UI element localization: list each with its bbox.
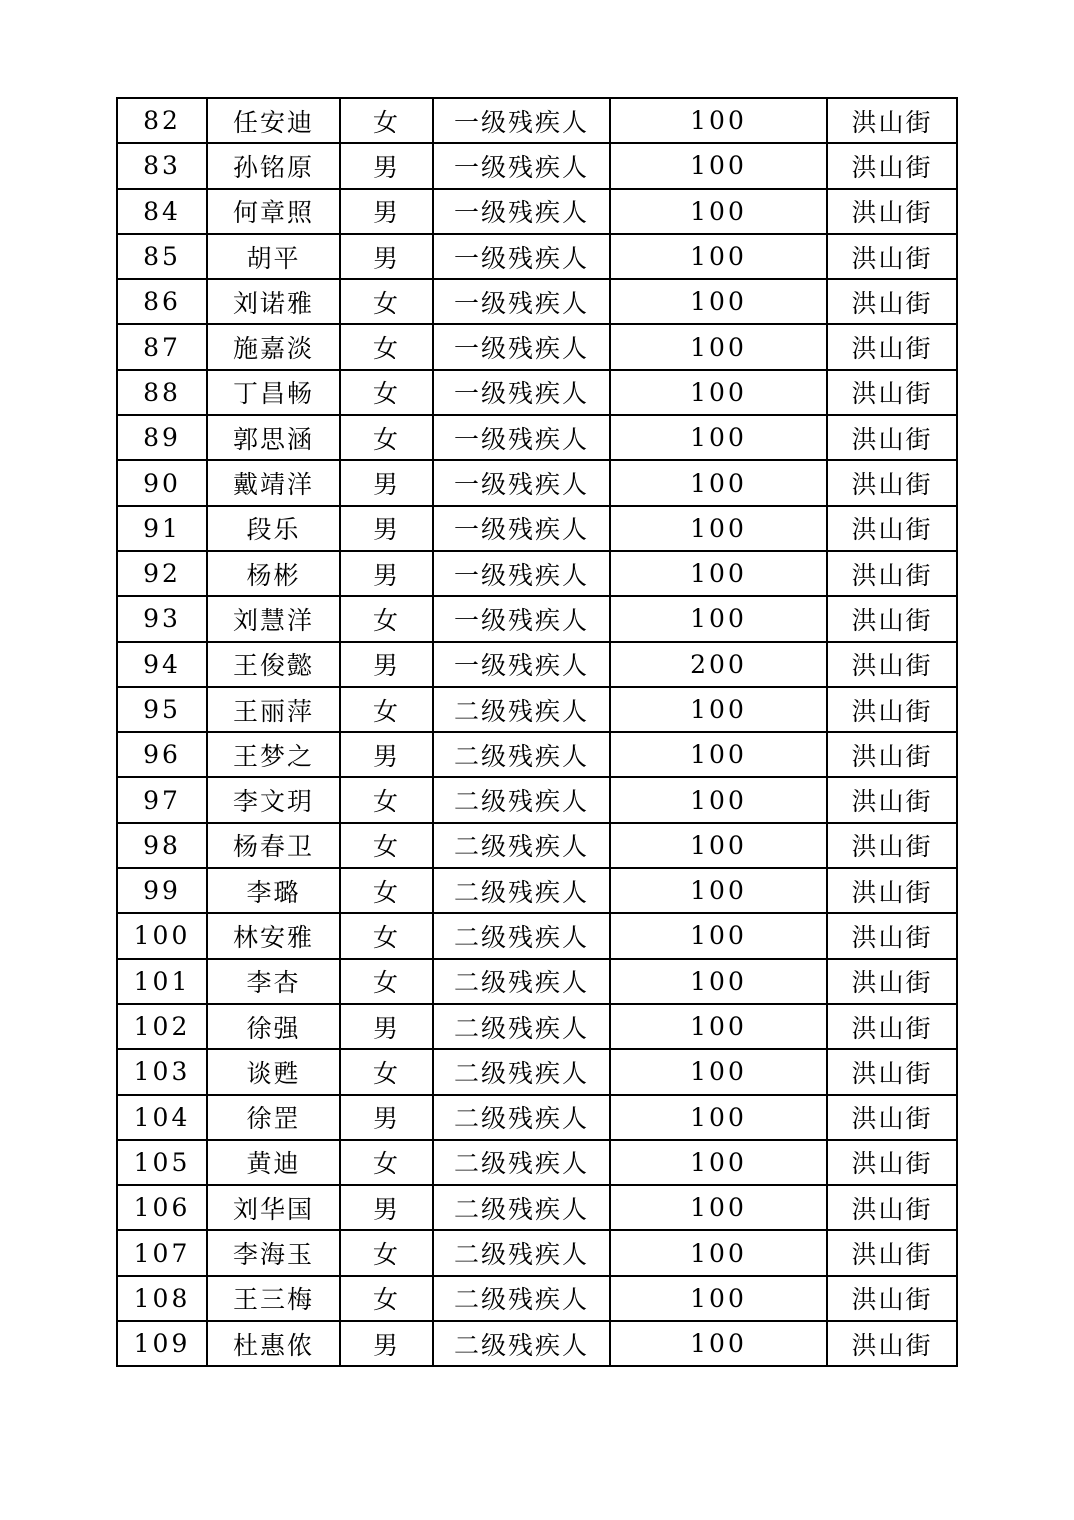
gender-cell: 女 xyxy=(340,823,433,868)
name-cell: 戴靖洋 xyxy=(207,460,340,505)
street-cell: 洪山街 xyxy=(827,506,957,551)
row-number-cell: 86 xyxy=(117,279,207,324)
row-number-cell: 89 xyxy=(117,415,207,460)
row-number-cell: 95 xyxy=(117,687,207,732)
gender-cell: 男 xyxy=(340,460,433,505)
name-cell: 王三梅 xyxy=(207,1276,340,1321)
table-row xyxy=(117,1049,957,1094)
gender-cell: 女 xyxy=(340,279,433,324)
table-row xyxy=(117,823,957,868)
gender-cell: 男 xyxy=(340,551,433,596)
name-cell: 谈甦 xyxy=(207,1049,340,1094)
disability-level-cell: 一级残疾人 xyxy=(433,98,610,143)
row-number-cell: 94 xyxy=(117,642,207,687)
amount-cell: 100 xyxy=(610,415,827,460)
name-cell: 李璐 xyxy=(207,868,340,913)
row-number-cell: 109 xyxy=(117,1321,207,1366)
disability-level-cell: 二级残疾人 xyxy=(433,913,610,958)
gender-cell: 女 xyxy=(340,959,433,1004)
amount-cell: 100 xyxy=(610,460,827,505)
row-number-cell: 99 xyxy=(117,868,207,913)
disability-level-cell: 一级残疾人 xyxy=(433,460,610,505)
amount-cell: 100 xyxy=(610,370,827,415)
row-number-cell: 90 xyxy=(117,460,207,505)
disability-level-cell: 一级残疾人 xyxy=(433,234,610,279)
amount-cell: 100 xyxy=(610,913,827,958)
name-cell: 黄迪 xyxy=(207,1140,340,1185)
disability-level-cell: 二级残疾人 xyxy=(433,1276,610,1321)
row-number-cell: 108 xyxy=(117,1276,207,1321)
street-cell: 洪山街 xyxy=(827,324,957,369)
street-cell: 洪山街 xyxy=(827,732,957,777)
gender-cell: 女 xyxy=(340,596,433,641)
street-cell: 洪山街 xyxy=(827,415,957,460)
row-number-cell: 84 xyxy=(117,189,207,234)
amount-cell: 100 xyxy=(610,1185,827,1230)
table-row xyxy=(117,324,957,369)
gender-cell: 男 xyxy=(340,1095,433,1140)
amount-cell: 100 xyxy=(610,1140,827,1185)
roster-table xyxy=(116,97,958,1367)
street-cell: 洪山街 xyxy=(827,1140,957,1185)
disability-level-cell: 二级残疾人 xyxy=(433,777,610,822)
amount-cell: 100 xyxy=(610,777,827,822)
street-cell: 洪山街 xyxy=(827,959,957,1004)
amount-cell: 100 xyxy=(610,279,827,324)
table-row xyxy=(117,234,957,279)
amount-cell: 100 xyxy=(610,959,827,1004)
disability-level-cell: 一级残疾人 xyxy=(433,279,610,324)
disability-level-cell: 二级残疾人 xyxy=(433,732,610,777)
table-row xyxy=(117,279,957,324)
street-cell: 洪山街 xyxy=(827,1321,957,1366)
name-cell: 段乐 xyxy=(207,506,340,551)
gender-cell: 女 xyxy=(340,1140,433,1185)
gender-cell: 女 xyxy=(340,1276,433,1321)
gender-cell: 男 xyxy=(340,1185,433,1230)
table-row xyxy=(117,687,957,732)
amount-cell: 100 xyxy=(610,234,827,279)
name-cell: 施嘉淡 xyxy=(207,324,340,369)
disability-level-cell: 二级残疾人 xyxy=(433,868,610,913)
name-cell: 刘慧洋 xyxy=(207,596,340,641)
table-row xyxy=(117,868,957,913)
amount-cell: 100 xyxy=(610,1049,827,1094)
disability-level-cell: 二级残疾人 xyxy=(433,823,610,868)
row-number-cell: 97 xyxy=(117,777,207,822)
table-row xyxy=(117,1321,957,1366)
gender-cell: 女 xyxy=(340,687,433,732)
gender-cell: 男 xyxy=(340,143,433,188)
gender-cell: 女 xyxy=(340,1230,433,1275)
table-row xyxy=(117,551,957,596)
row-number-cell: 98 xyxy=(117,823,207,868)
row-number-cell: 107 xyxy=(117,1230,207,1275)
row-number-cell: 82 xyxy=(117,98,207,143)
gender-cell: 女 xyxy=(340,1049,433,1094)
name-cell: 徐罡 xyxy=(207,1095,340,1140)
street-cell: 洪山街 xyxy=(827,1276,957,1321)
row-number-cell: 87 xyxy=(117,324,207,369)
gender-cell: 男 xyxy=(340,1004,433,1049)
amount-cell: 100 xyxy=(610,1095,827,1140)
disability-level-cell: 二级残疾人 xyxy=(433,1230,610,1275)
street-cell: 洪山街 xyxy=(827,189,957,234)
row-number-cell: 106 xyxy=(117,1185,207,1230)
amount-cell: 100 xyxy=(610,324,827,369)
street-cell: 洪山街 xyxy=(827,143,957,188)
row-number-cell: 85 xyxy=(117,234,207,279)
name-cell: 李海玉 xyxy=(207,1230,340,1275)
gender-cell: 男 xyxy=(340,732,433,777)
amount-cell: 100 xyxy=(610,143,827,188)
street-cell: 洪山街 xyxy=(827,687,957,732)
name-cell: 李文玥 xyxy=(207,777,340,822)
table-row xyxy=(117,913,957,958)
disability-level-cell: 二级残疾人 xyxy=(433,1004,610,1049)
roster-body xyxy=(117,98,957,1366)
disability-level-cell: 一级残疾人 xyxy=(433,415,610,460)
row-number-cell: 103 xyxy=(117,1049,207,1094)
row-number-cell: 91 xyxy=(117,506,207,551)
table-row xyxy=(117,1140,957,1185)
amount-cell: 100 xyxy=(610,1321,827,1366)
street-cell: 洪山街 xyxy=(827,777,957,822)
gender-cell: 女 xyxy=(340,777,433,822)
gender-cell: 女 xyxy=(340,98,433,143)
name-cell: 王梦之 xyxy=(207,732,340,777)
row-number-cell: 100 xyxy=(117,913,207,958)
name-cell: 孙铭原 xyxy=(207,143,340,188)
table-row xyxy=(117,642,957,687)
amount-cell: 100 xyxy=(610,1276,827,1321)
disability-level-cell: 一级残疾人 xyxy=(433,370,610,415)
name-cell: 李杏 xyxy=(207,959,340,1004)
table-row xyxy=(117,415,957,460)
gender-cell: 男 xyxy=(340,189,433,234)
name-cell: 任安迪 xyxy=(207,98,340,143)
amount-cell: 100 xyxy=(610,551,827,596)
amount-cell: 100 xyxy=(610,1004,827,1049)
gender-cell: 女 xyxy=(340,868,433,913)
gender-cell: 女 xyxy=(340,415,433,460)
row-number-cell: 105 xyxy=(117,1140,207,1185)
table-row xyxy=(117,143,957,188)
row-number-cell: 96 xyxy=(117,732,207,777)
name-cell: 杨彬 xyxy=(207,551,340,596)
table-row xyxy=(117,596,957,641)
row-number-cell: 92 xyxy=(117,551,207,596)
amount-cell: 100 xyxy=(610,98,827,143)
row-number-cell: 83 xyxy=(117,143,207,188)
name-cell: 何章照 xyxy=(207,189,340,234)
gender-cell: 男 xyxy=(340,506,433,551)
row-number-cell: 93 xyxy=(117,596,207,641)
table-row xyxy=(117,370,957,415)
street-cell: 洪山街 xyxy=(827,370,957,415)
table-row xyxy=(117,1004,957,1049)
street-cell: 洪山街 xyxy=(827,596,957,641)
street-cell: 洪山街 xyxy=(827,868,957,913)
name-cell: 郭思涵 xyxy=(207,415,340,460)
disability-level-cell: 一级残疾人 xyxy=(433,551,610,596)
name-cell: 杨春卫 xyxy=(207,823,340,868)
amount-cell: 100 xyxy=(610,868,827,913)
table-row xyxy=(117,460,957,505)
gender-cell: 男 xyxy=(340,642,433,687)
disability-level-cell: 二级残疾人 xyxy=(433,1185,610,1230)
table-row xyxy=(117,1185,957,1230)
table-row xyxy=(117,777,957,822)
name-cell: 王丽萍 xyxy=(207,687,340,732)
name-cell: 丁昌畅 xyxy=(207,370,340,415)
street-cell: 洪山街 xyxy=(827,642,957,687)
street-cell: 洪山街 xyxy=(827,234,957,279)
name-cell: 杜惠侬 xyxy=(207,1321,340,1366)
amount-cell: 100 xyxy=(610,823,827,868)
amount-cell: 100 xyxy=(610,506,827,551)
street-cell: 洪山街 xyxy=(827,1049,957,1094)
disability-level-cell: 一级残疾人 xyxy=(433,189,610,234)
street-cell: 洪山街 xyxy=(827,460,957,505)
disability-level-cell: 一级残疾人 xyxy=(433,324,610,369)
street-cell: 洪山街 xyxy=(827,913,957,958)
name-cell: 刘诺雅 xyxy=(207,279,340,324)
amount-cell: 100 xyxy=(610,687,827,732)
street-cell: 洪山街 xyxy=(827,823,957,868)
table-row xyxy=(117,98,957,143)
disability-level-cell: 二级残疾人 xyxy=(433,959,610,1004)
disability-level-cell: 二级残疾人 xyxy=(433,1095,610,1140)
row-number-cell: 104 xyxy=(117,1095,207,1140)
disability-level-cell: 二级残疾人 xyxy=(433,1049,610,1094)
street-cell: 洪山街 xyxy=(827,1004,957,1049)
disability-level-cell: 一级残疾人 xyxy=(433,642,610,687)
street-cell: 洪山街 xyxy=(827,98,957,143)
name-cell: 林安雅 xyxy=(207,913,340,958)
gender-cell: 女 xyxy=(340,913,433,958)
name-cell: 胡平 xyxy=(207,234,340,279)
disability-level-cell: 二级残疾人 xyxy=(433,1140,610,1185)
disability-level-cell: 二级残疾人 xyxy=(433,687,610,732)
amount-cell: 100 xyxy=(610,596,827,641)
table-row xyxy=(117,506,957,551)
name-cell: 刘华国 xyxy=(207,1185,340,1230)
street-cell: 洪山街 xyxy=(827,551,957,596)
table-row xyxy=(117,189,957,234)
gender-cell: 男 xyxy=(340,1321,433,1366)
street-cell: 洪山街 xyxy=(827,1185,957,1230)
gender-cell: 女 xyxy=(340,370,433,415)
table-row xyxy=(117,1230,957,1275)
gender-cell: 男 xyxy=(340,234,433,279)
amount-cell: 100 xyxy=(610,732,827,777)
name-cell: 徐强 xyxy=(207,1004,340,1049)
disability-level-cell: 一级残疾人 xyxy=(433,143,610,188)
row-number-cell: 102 xyxy=(117,1004,207,1049)
street-cell: 洪山街 xyxy=(827,1230,957,1275)
street-cell: 洪山街 xyxy=(827,1095,957,1140)
amount-cell: 100 xyxy=(610,1230,827,1275)
row-number-cell: 88 xyxy=(117,370,207,415)
table-row xyxy=(117,732,957,777)
street-cell: 洪山街 xyxy=(827,279,957,324)
table-row xyxy=(117,959,957,1004)
table-row xyxy=(117,1276,957,1321)
amount-cell: 100 xyxy=(610,189,827,234)
amount-cell: 200 xyxy=(610,642,827,687)
name-cell: 王俊懿 xyxy=(207,642,340,687)
disability-level-cell: 二级残疾人 xyxy=(433,1321,610,1366)
disability-level-cell: 一级残疾人 xyxy=(433,596,610,641)
table-row xyxy=(117,1095,957,1140)
gender-cell: 女 xyxy=(340,324,433,369)
disability-level-cell: 一级残疾人 xyxy=(433,506,610,551)
row-number-cell: 101 xyxy=(117,959,207,1004)
